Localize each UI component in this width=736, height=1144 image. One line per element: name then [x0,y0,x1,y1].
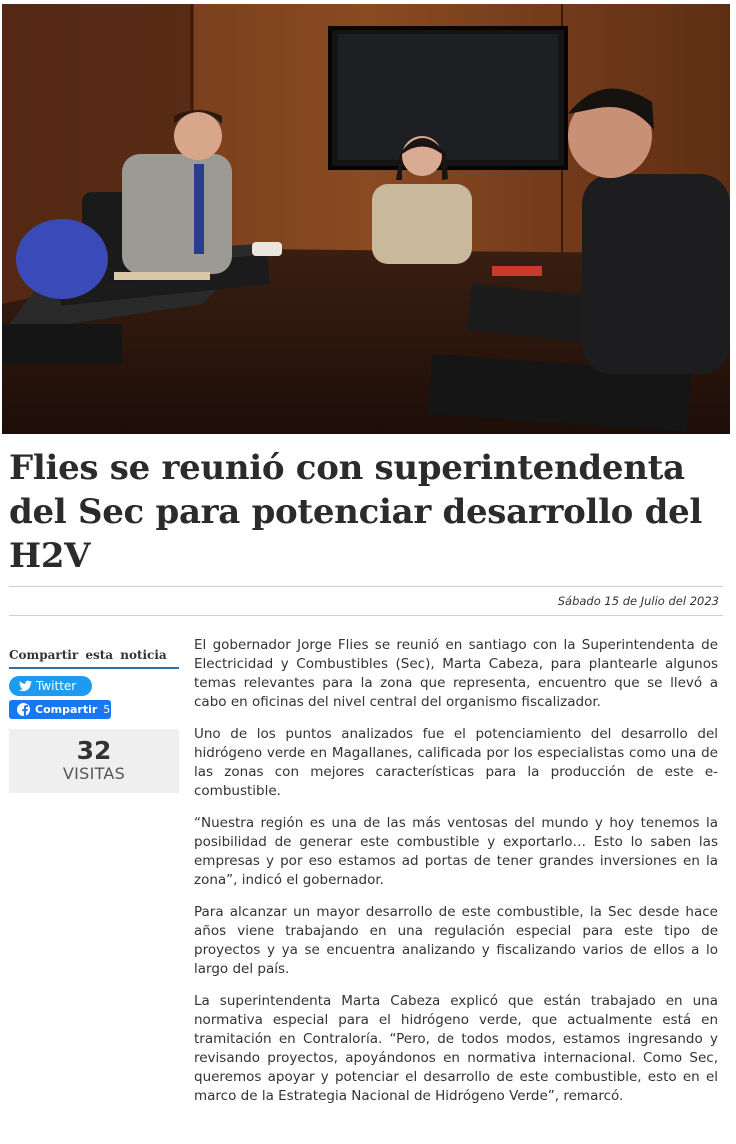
publish-date: Sábado 15 de Julio del 2023 [557,594,719,608]
twitter-bird-icon [19,680,32,692]
article-paragraph: El gobernador Jorge Flies se reunió en santiago con la Superintendenta de Electricidad y Combustibles (Sec), Marta Cabeza, para plantearle algunos temas relevantes para la zona que representa, encuentro que se llevó a cabo en oficinas del nivel central del organismo fiscalizador. [194,637,718,710]
twitter-label: Twitter [36,679,77,693]
article-body [194,636,718,1119]
article-paragraph: “Nuestra región es una de las más ventosas del mundo y hoy tenemos la posibilidad de generar este combustible y exportarlo… Esto lo saben las empresas y por eso estamos ad portas de tener grandes inversiones en la zona”, indicó el gobernador. [194,815,718,888]
facebook-share-count: 5 [103,703,111,716]
twitter-share-button[interactable] [9,676,92,696]
facebook-label: Compartir [35,703,98,716]
visits-label: VISITAS [62,764,126,783]
visits-counter [9,729,179,793]
article-paragraph: Uno de los puntos analizados fue el potenciamiento del desarrollo del hidrógeno verde en Magallanes, calificada por los especialistas como una de las zonas con mejores características para la producción de este e-combustible. [194,726,718,799]
share-section-title: Compartir esta noticia [9,648,179,669]
facebook-f-icon [17,703,30,716]
article-title: Flies se reunió con superintendenta del Sec para potenciar desarrollo del H2V [9,448,703,576]
visits-count: 32 [76,736,112,765]
meeting-room-photo [2,4,730,434]
facebook-share-button[interactable] [9,700,111,719]
date-bar [9,586,723,616]
article-photo [2,4,730,434]
article-paragraph: La superintendenta Marta Cabeza explicó que están trabajado en una normativa especial para el hidrógeno verde, que actualmente está en tramitación en Contraloría. “Pero, de todos modos, estamos ingresando y revisando proyectos, apoyándonos en normativa internacional. Como Sec, queremos apoyar y potenciar el desarrollo de este combustible, esto en el marco de la Estrategia Nacional de Hidrógeno Verde”, remarcó. [194,993,718,1104]
article-paragraph: Para alcanzar un mayor desarrollo de este combustible, la Sec desde hace años viene trabajando en una regulación especial para este tipo de proyectos y ya se encuentra analizando y fiscalizando varios de ellos a lo largo del país. [194,904,718,977]
